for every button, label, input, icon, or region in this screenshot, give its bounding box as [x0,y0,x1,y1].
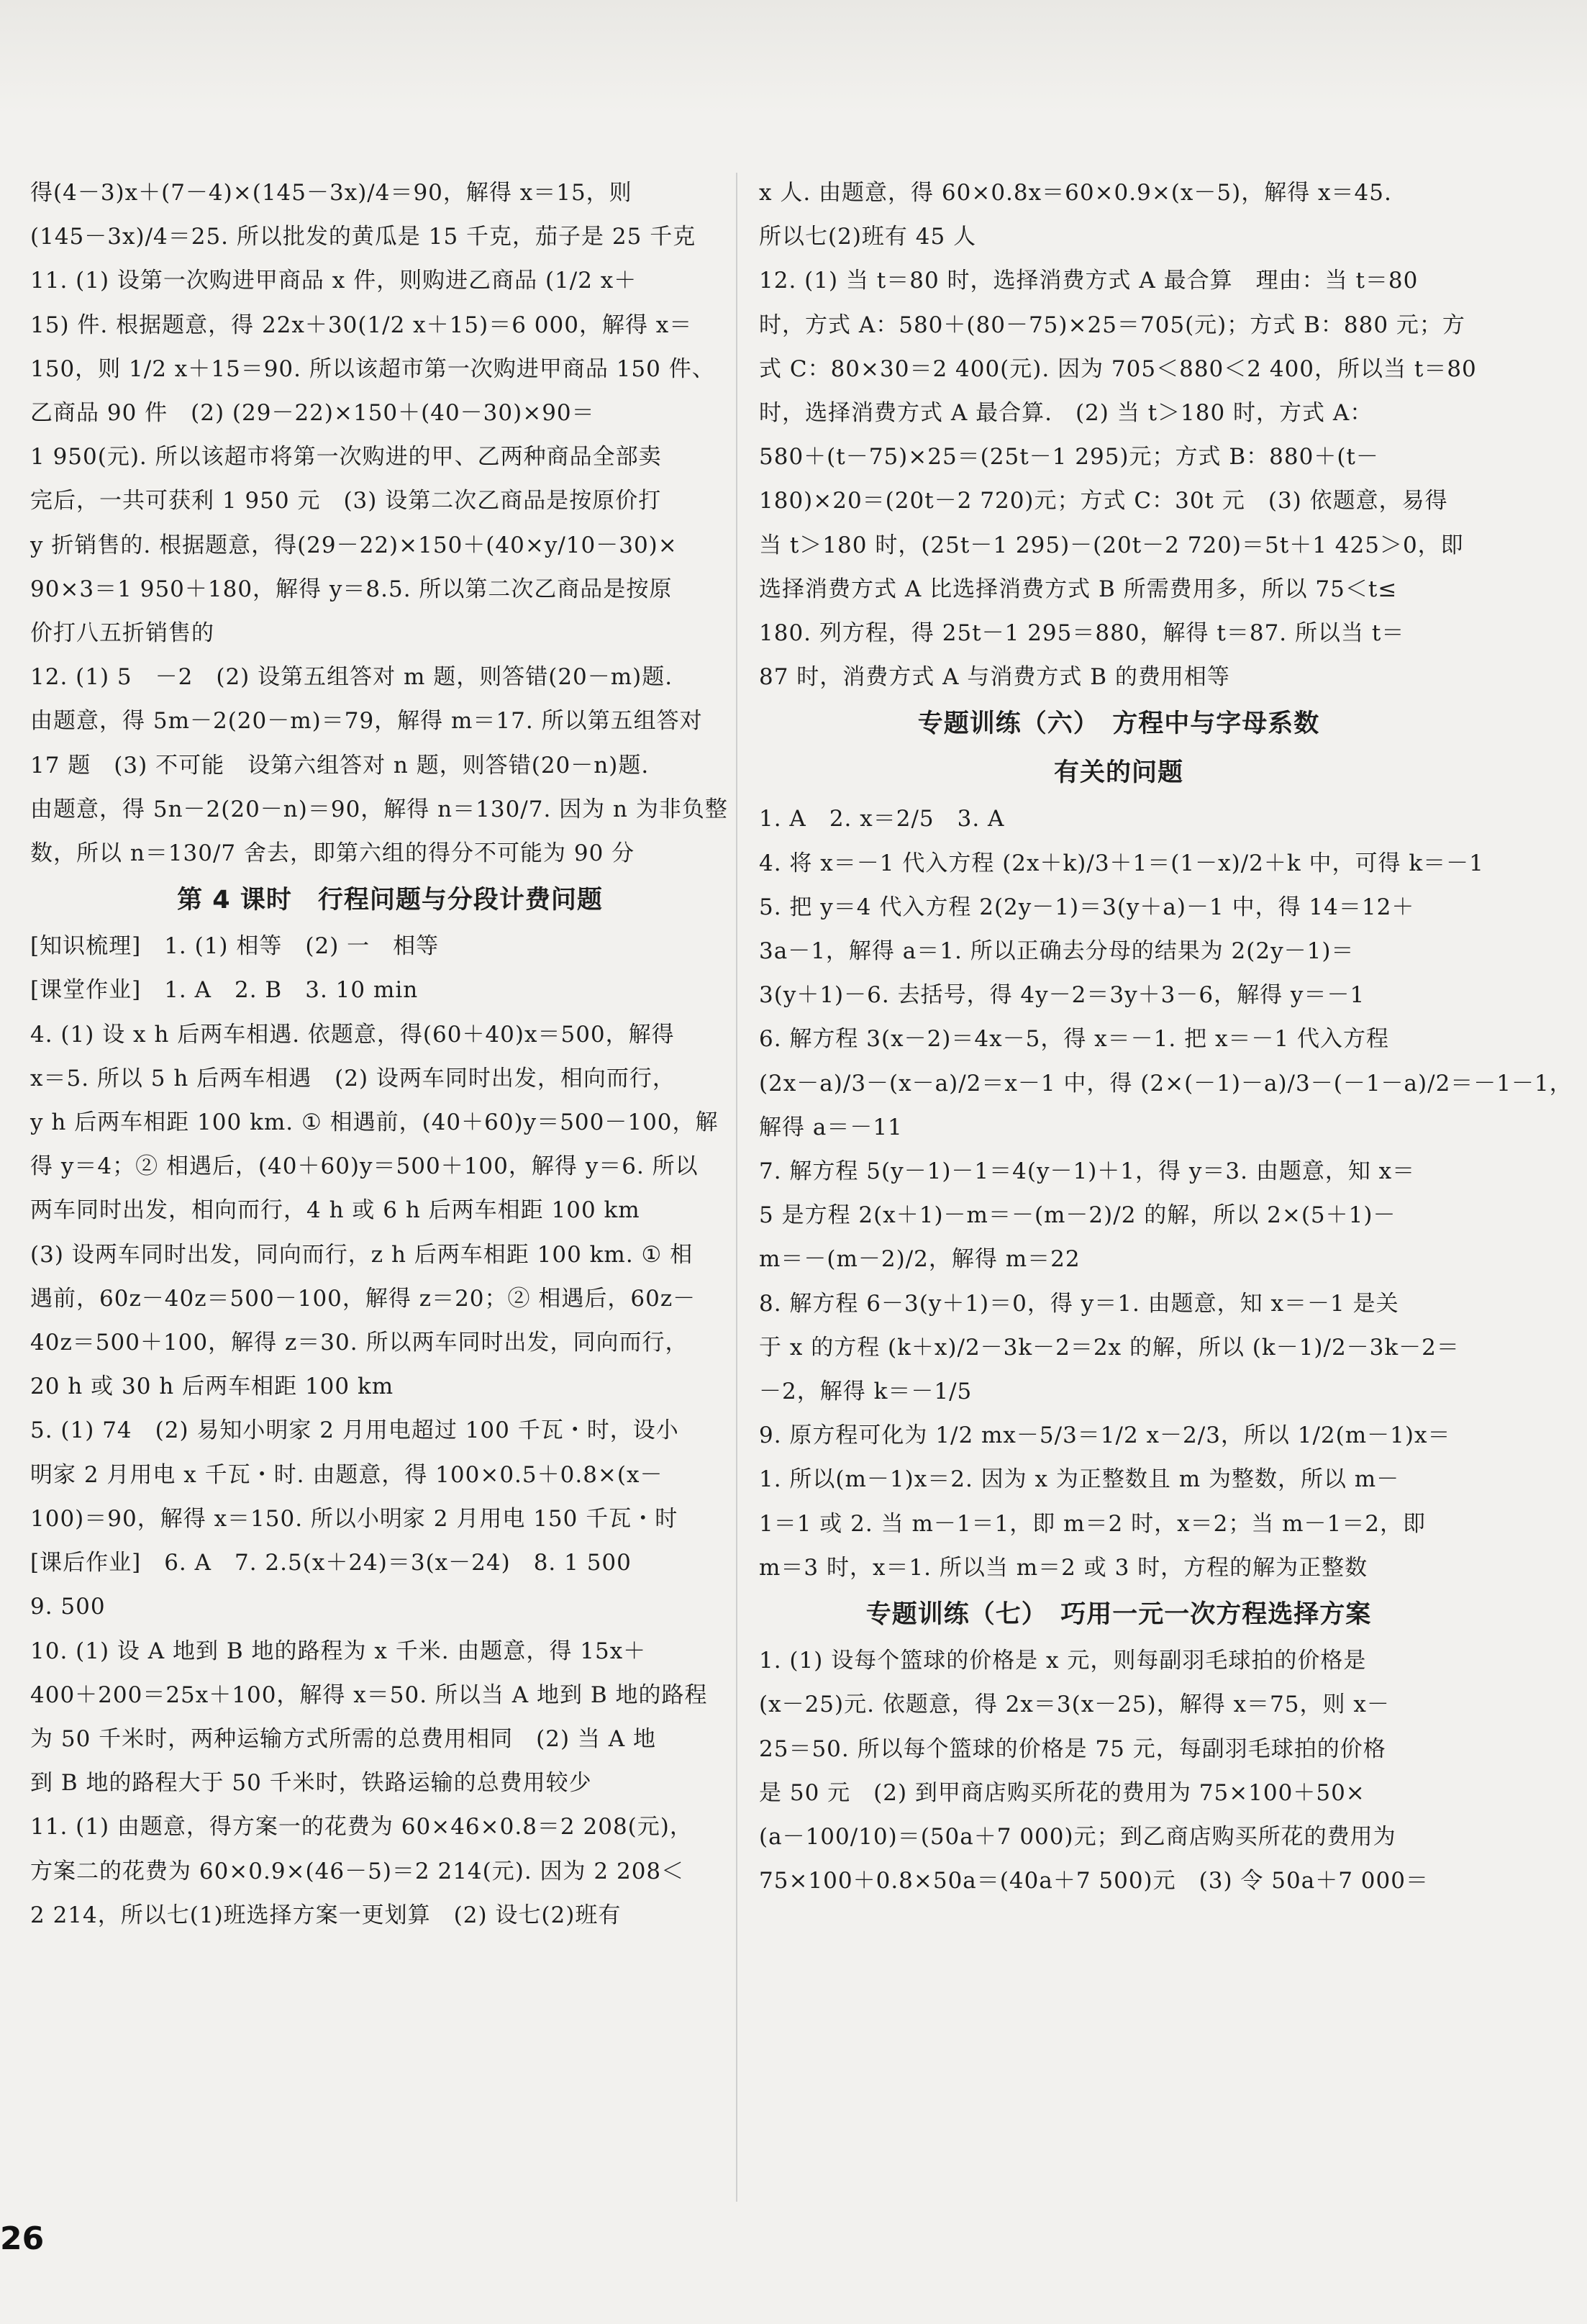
section-heading: 第 4 课时 行程问题与分段计费问题 [177,886,603,915]
text-line: m＝－(m－2)/2，解得 m＝22 [759,1246,1081,1273]
text-line: 到 B 地的路程大于 50 千米时，铁路运输的总费用较少 [30,1770,592,1797]
left-column [30,171,750,1938]
page-top-margin [0,0,1587,115]
text-line: y 折销售的. 根据题意，得(29－22)×150＋(40×y/10－30)× [30,532,678,558]
text-line: (a－100/10)＝(50a＋7 000)元；到乙商店购买所花的费用为 [759,1823,1396,1850]
text-line: 11. (1) 设第一次购进甲商品 x 件，则购进乙商品 (1/2 x＋ [30,268,637,294]
text-line: (145－3x)/4＝25. 所以批发的黄瓜是 15 千克，茄子是 25 千克 [30,224,696,250]
text-line: 4. (1) 设 x h 后两车相遇. 依题意，得(60＋40)x＝500，解得 [30,1021,675,1048]
text-line: 1 950(元). 所以该超市将第一次购进的甲、乙两种商品全部卖 [30,444,662,471]
text-line: 时，选择消费方式 A 最合算. (2) 当 t＞180 时，方式 A： [759,400,1373,427]
text-line: 为 50 千米时，两种运输方式所需的总费用相同 (2) 当 A 地 [30,1725,657,1752]
text-line: 式 C：80×30＝2 400(元). 因为 705＜880＜2 400，所以当 t＝80 [759,355,1477,382]
text-line: 由题意，得 5n－2(20－n)＝90，解得 n＝130/7. 因为 n 为非负整 [30,796,728,822]
right-column [759,171,1573,1903]
text-line: 17 题 (3) 不可能 设第六组答对 n 题，则答错(20－n)题. [30,752,650,779]
text-line: 20 h 或 30 h 后两车相距 100 km [30,1374,394,1400]
text-line: 10. (1) 设 A 地到 B 地的路程为 x 千米. 由题意，得 15x＋ [30,1638,647,1664]
text-line: 是 50 元 (2) 到甲商店购买所花的费用为 75×100＋50× [759,1779,1365,1806]
text-line: 完后，一共可获利 1 950 元 (3) 设第二次乙商品是按原价打 [30,488,662,514]
text-line: [课堂作业] 1. A 2. B 3. 10 min [30,977,419,1004]
text-line: 时，方式 A：580＋(80－75)×25＝705(元)；方式 B：880 元；方 [759,312,1465,338]
text-line: m＝3 时，x＝1. 所以当 m＝2 或 3 时，方程的解为正整数 [759,1554,1368,1581]
text-line: 明家 2 月用电 x 千瓦・时. 由题意，得 100×0.5＋0.8×(x－ [30,1461,663,1488]
text-line: 12. (1) 5 －2 (2) 设第五组答对 m 题，则答错(20－m)题. [30,664,673,691]
text-line: 40z＝500＋100，解得 z＝30. 所以两车同时出发，同向而行， [30,1330,688,1356]
text-line: 100)＝90，解得 x＝150. 所以小明家 2 月用电 150 千瓦・时 [30,1505,678,1532]
text-line: 方案二的花费为 60×0.9×(46－5)＝2 214(元). 因为 2 208＜ [30,1858,685,1884]
text-line: 87 时，消费方式 A 与消费方式 B 的费用相等 [759,664,1230,691]
page-number: 26 [0,2220,45,2257]
text-line: 3a－1，解得 a＝1. 所以正确去分母的结果为 2(2y－1)＝ [759,938,1355,965]
text-line: 乙商品 90 件 (2) (29－22)×150＋(40－30)×90＝ [30,400,595,427]
text-line: y h 后两车相距 100 km. ① 相遇前，(40＋60)y＝500－100，解 [30,1109,719,1136]
text-line: 400＋200＝25x＋100，解得 x＝50. 所以当 A 地到 B 地的路程 [30,1681,708,1708]
section-heading: 有关的问题 [1053,758,1183,788]
text-line: 于 x 的方程 (k＋x)/2－3k－2＝2x 的解，所以 (k－1)/2－3k－2＝ [759,1334,1460,1361]
text-line: 5. 把 y＝4 代入方程 2(2y－1)＝3(y＋a)－1 中，得 14＝12＋ [759,894,1415,920]
text-line: 遇前，60z－40z＝500－100，解得 z＝20；② 相遇后，60z－ [30,1285,696,1312]
section-heading: 专题训练（七） 巧用一元一次方程选择方案 [865,1600,1372,1630]
text-line: [课后作业] 6. A 7. 2.5(x＋24)＝3(x－24) 8. 1 500 [30,1550,632,1576]
text-line: 90×3＝1 950＋180，解得 y＝8.5. 所以第二次乙商品是按原 [30,576,673,602]
text-line: x＝5. 所以 5 h 后两车相遇 (2) 设两车同时出发，相向而行， [30,1065,676,1091]
text-line: 150，则 1/2 x＋15＝90. 所以该超市第一次购进甲商品 150 件、 [30,355,715,382]
text-line: 1＝1 或 2. 当 m－1＝1，即 m＝2 时，x＝2；当 m－1＝2，即 [759,1510,1427,1537]
text-line: 25＝50. 所以每个篮球的价格是 75 元，每副羽毛球拍的价格 [759,1735,1386,1762]
text-line: 9. 500 [30,1594,106,1620]
text-line: 1. (1) 设每个篮球的价格是 x 元，则每副羽毛球拍的价格是 [759,1648,1367,1674]
text-line: 12. (1) 当 t＝80 时，选择消费方式 A 最合算 理由：当 t＝80 [759,268,1419,294]
text-line: 得(4－3)x＋(7－4)×(145－3x)/4＝90，解得 x＝15，则 [30,180,632,206]
text-line: 当 t＞180 时，(25t－1 295)－(20t－2 720)＝5t＋1 425＞0，即 [759,532,1464,558]
text-line: (3) 设两车同时出发，同向而行，z h 后两车相距 100 km. ① 相 [30,1241,694,1268]
text-line: 得 y＝4；② 相遇后，(40＋60)y＝500＋100，解得 y＝6. 所以 [30,1153,699,1180]
text-line: 7. 解方程 5(y－1)－1＝4(y－1)＋1，得 y＝3. 由题意，知 x＝ [759,1158,1416,1185]
text-line: 5. (1) 74 (2) 易知小明家 2 月用电超过 100 千瓦・时，设小 [30,1417,679,1444]
text-line: 8. 解方程 6－3(y＋1)＝0，得 y＝1. 由题意，知 x＝－1 是关 [759,1290,1399,1317]
text-line: x 人. 由题意，得 60×0.8x＝60×0.9×(x－5)，解得 x＝45. [759,180,1392,206]
text-line: 由题意，得 5m－2(20－m)＝79，解得 m＝17. 所以第五组答对 [30,708,703,735]
text-line: (2x－a)/3－(x－a)/2＝x－1 中，得 (2×(－1)－a)/3－(－1－a)/2＝－1－1， [759,1070,1573,1097]
text-line: 2 214，所以七(1)班选择方案一更划算 (2) 设七(2)班有 [30,1902,622,1928]
text-line: 180)×20＝(20t－2 720)元；方式 C：30t 元 (3) 依题意，易得 [759,488,1448,514]
text-line: 1. 所以(m－1)x＝2. 因为 x 为正整数且 m 为整数，所以 m－ [759,1466,1400,1493]
text-line: 数，所以 n＝130/7 舍去，即第六组的得分不可能为 90 分 [30,840,635,867]
text-line: 180. 列方程，得 25t－1 295＝880，解得 t＝87. 所以当 t＝ [759,620,1405,647]
text-line: 4. 将 x＝－1 代入方程 (2x＋k)/3＋1＝(1－x)/2＋k 中，可得 k＝－1 [759,850,1484,876]
text-line: 价打八五折销售的 [30,620,214,647]
text-line: 所以七(2)班有 45 人 [759,224,977,250]
text-line: (x－25)元. 依题意，得 2x＝3(x－25)，解得 x＝75，则 x－ [759,1692,1390,1718]
text-line: 11. (1) 由题意，得方案一的花费为 60×46×0.8＝2 208(元)， [30,1814,693,1840]
text-line: 5 是方程 2(x＋1)－m＝－(m－2)/2 的解，所以 2×(5＋1)－ [759,1202,1396,1229]
text-line: 3(y＋1)－6. 去括号，得 4y－2＝3y＋3－6，解得 y＝－1 [759,982,1365,1009]
text-line: －2，解得 k＝－1/5 [759,1379,973,1405]
text-line: 选择消费方式 A 比选择消费方式 B 所需费用多，所以 75＜t≤ [759,576,1398,602]
text-line: 1. A 2. x＝2/5 3. A [759,806,1005,832]
text-line: 解得 a＝－11 [759,1114,903,1140]
text-line: 75×100＋0.8×50a＝(40a＋7 500)元 (3) 令 50a＋7 000＝ [759,1868,1429,1894]
text-line: 15) 件. 根据题意，得 22x＋30(1/2 x＋15)＝6 000，解得 x＝ [30,312,693,338]
text-line: 9. 原方程可化为 1/2 mx－5/3＝1/2 x－2/3，所以 1/2(m－1)x＝ [759,1422,1451,1449]
text-line: 580＋(t－75)×25＝(25t－1 295)元；方式 B：880＋(t－ [759,444,1379,471]
text-line: [知识梳理] 1. (1) 相等 (2) 一 相等 [30,933,440,960]
section-heading: 专题训练（六） 方程中与字母系数 [917,709,1320,739]
text-line: 6. 解方程 3(x－2)＝4x－5，得 x＝－1. 把 x＝－1 代入方程 [759,1026,1390,1053]
text-line: 两车同时出发，相向而行，4 h 或 6 h 后两车相距 100 km [30,1197,640,1224]
